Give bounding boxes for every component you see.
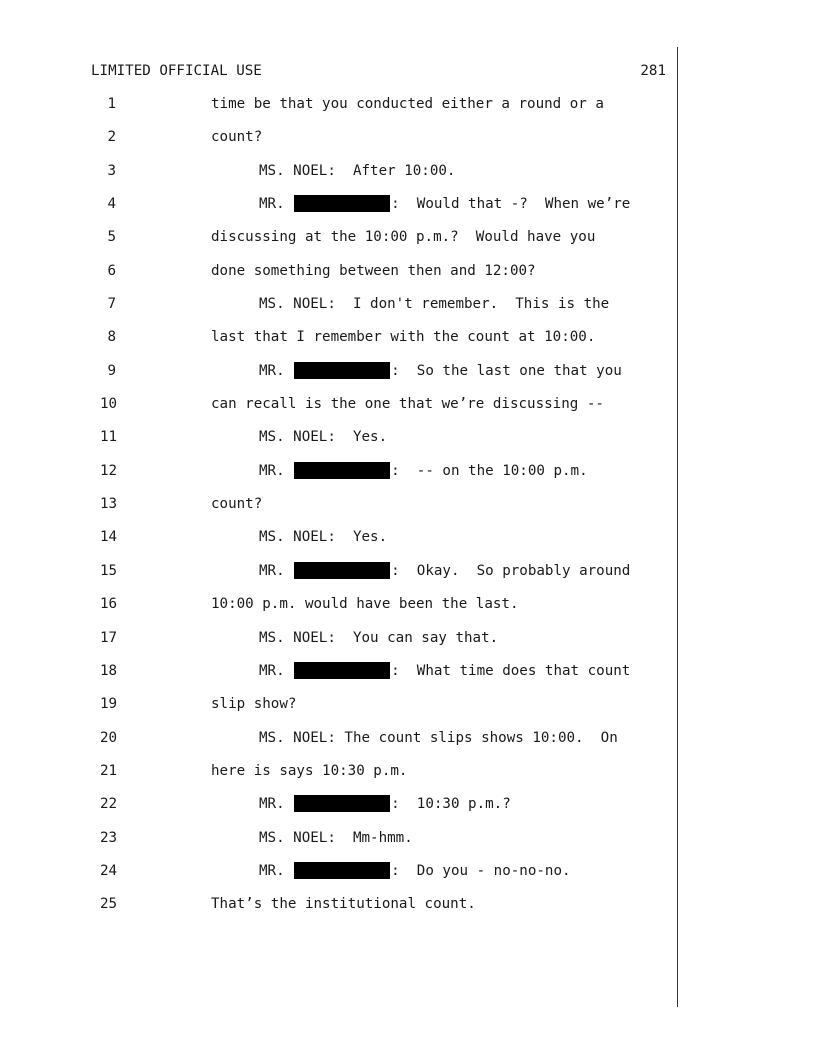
line-text: [259, 862, 571, 880]
line-number: 7: [107, 296, 116, 313]
redaction-box: [294, 562, 390, 579]
line-text: [211, 228, 595, 246]
line-text-segment: : 10:30 p.m.?: [391, 796, 511, 813]
line-text: [211, 262, 536, 280]
line-text: [259, 428, 387, 446]
line-text-segment: MS. NOEL: I don't remember. This is the: [259, 296, 610, 313]
line-number: 25: [100, 896, 118, 913]
line-text: [259, 562, 630, 580]
line-number: 24: [100, 862, 118, 879]
transcript-line: [0, 95, 676, 128]
line-text-segment: discussing at the 10:00 p.m.? Would have you: [211, 229, 596, 246]
line-text-segment: That’s the institutional count.: [211, 896, 476, 913]
line-number: 2: [107, 129, 116, 146]
line-text: [259, 662, 630, 680]
line-text-segment: MR.: [259, 862, 294, 879]
line-text: [211, 395, 604, 413]
transcript-line: [0, 228, 676, 261]
line-text-segment: count?: [211, 496, 263, 513]
line-text-segment: last that I remember with the count at 10:00.: [211, 329, 596, 346]
line-number: 16: [100, 596, 118, 613]
line-text-segment: : What time does that count: [391, 662, 631, 679]
transcript-line: [0, 462, 676, 495]
line-number: 18: [100, 662, 118, 679]
line-text-segment: can recall is the one that we’re discussing --: [211, 396, 604, 413]
transcript-line: [0, 762, 676, 795]
line-text-segment: : Do you - no-no-no.: [391, 862, 571, 879]
transcript-line: [0, 528, 676, 561]
line-number: 23: [100, 829, 118, 846]
line-number: 14: [100, 529, 118, 546]
redaction-box: [294, 362, 390, 379]
line-number: 10: [100, 396, 118, 413]
line-number: 13: [100, 496, 118, 513]
transcript-line: [0, 562, 676, 595]
line-number: 17: [100, 629, 118, 646]
line-text: [211, 128, 262, 146]
transcript-line: [0, 895, 676, 928]
line-text: [259, 829, 413, 847]
line-text-segment: here is says 10:30 p.m.: [211, 762, 408, 779]
redaction-box: [294, 795, 390, 812]
line-text: [211, 595, 519, 613]
transcript-line: [0, 629, 676, 662]
line-text: [259, 528, 387, 546]
line-text-segment: : Okay. So probably around: [391, 562, 631, 579]
line-number: 12: [100, 462, 118, 479]
line-text: [211, 95, 604, 113]
line-text-segment: MS. NOEL: Yes.: [259, 529, 388, 546]
line-text-segment: : So the last one that you: [391, 362, 622, 379]
transcript-line: [0, 795, 676, 828]
line-number: 15: [100, 562, 118, 579]
transcript-line: [0, 262, 676, 295]
line-text-segment: MS. NOEL: Mm-hmm.: [259, 829, 413, 846]
line-number: 4: [107, 196, 116, 213]
line-text: [211, 895, 476, 913]
transcript-line: [0, 295, 676, 328]
line-number: 9: [107, 362, 116, 379]
line-text-segment: MS. NOEL: The count slips shows 10:00. On: [259, 729, 618, 746]
line-text: [211, 762, 407, 780]
transcript-line: [0, 195, 676, 228]
line-number: 21: [100, 762, 118, 779]
transcript-line: [0, 395, 676, 428]
redaction-box: [294, 195, 390, 212]
line-number: 19: [100, 696, 118, 713]
line-number: 5: [107, 229, 116, 246]
transcript-line: [0, 695, 676, 728]
line-number: 6: [107, 262, 116, 279]
line-number: 20: [100, 729, 118, 746]
transcript-line: [0, 428, 676, 461]
line-text-segment: : Would that -? When we’re: [391, 196, 631, 213]
line-number: 8: [107, 329, 116, 346]
line-text: [259, 195, 630, 213]
line-number: 1: [107, 96, 116, 112]
line-text-segment: MS. NOEL: Yes.: [259, 429, 388, 446]
transcript-line: [0, 829, 676, 862]
line-number: 3: [107, 162, 116, 179]
transcript-body: [0, 95, 676, 929]
redaction-box: [294, 862, 390, 879]
page-number: 281: [640, 63, 666, 79]
transcript-line: [0, 328, 676, 361]
line-number: 22: [100, 796, 118, 813]
line-text: [259, 295, 609, 313]
transcript-line: [0, 128, 676, 161]
transcript-line: [0, 595, 676, 628]
line-text: [211, 695, 296, 713]
line-text-segment: MR.: [259, 462, 294, 479]
line-text-segment: MS. NOEL: You can say that.: [259, 629, 499, 646]
line-text: [211, 495, 262, 513]
line-text: [259, 362, 622, 380]
line-text-segment: slip show?: [211, 696, 297, 713]
line-text-segment: : -- on the 10:00 p.m.: [391, 462, 588, 479]
line-text: [259, 729, 618, 747]
transcript-line: [0, 362, 676, 395]
right-margin-rule: [677, 47, 678, 1007]
line-text-segment: MR.: [259, 196, 294, 213]
transcript-line: [0, 495, 676, 528]
line-text-segment: MR.: [259, 562, 294, 579]
transcript-line: [0, 162, 676, 195]
page-header-classification: LIMITED OFFICIAL USE: [91, 63, 262, 79]
line-text: [259, 162, 455, 180]
transcript-line: [0, 862, 676, 895]
line-text-segment: MR.: [259, 662, 294, 679]
line-text-segment: count?: [211, 129, 263, 146]
line-text: [259, 629, 498, 647]
line-number: 11: [100, 429, 118, 446]
line-text-segment: MR.: [259, 362, 294, 379]
transcript-line: [0, 662, 676, 695]
line-text-segment: MR.: [259, 796, 294, 813]
line-text-segment: 10:00 p.m. would have been the last.: [211, 596, 519, 613]
line-text: [259, 795, 511, 813]
line-text-segment: time be that you conducted either a round or a: [211, 96, 604, 112]
transcript-line: [0, 729, 676, 762]
redaction-box: [294, 662, 390, 679]
line-text-segment: MS. NOEL: After 10:00.: [259, 162, 456, 179]
line-text: [211, 328, 595, 346]
line-text: [259, 462, 588, 480]
line-text-segment: done something between then and 12:00?: [211, 262, 536, 279]
redaction-box: [294, 462, 390, 479]
